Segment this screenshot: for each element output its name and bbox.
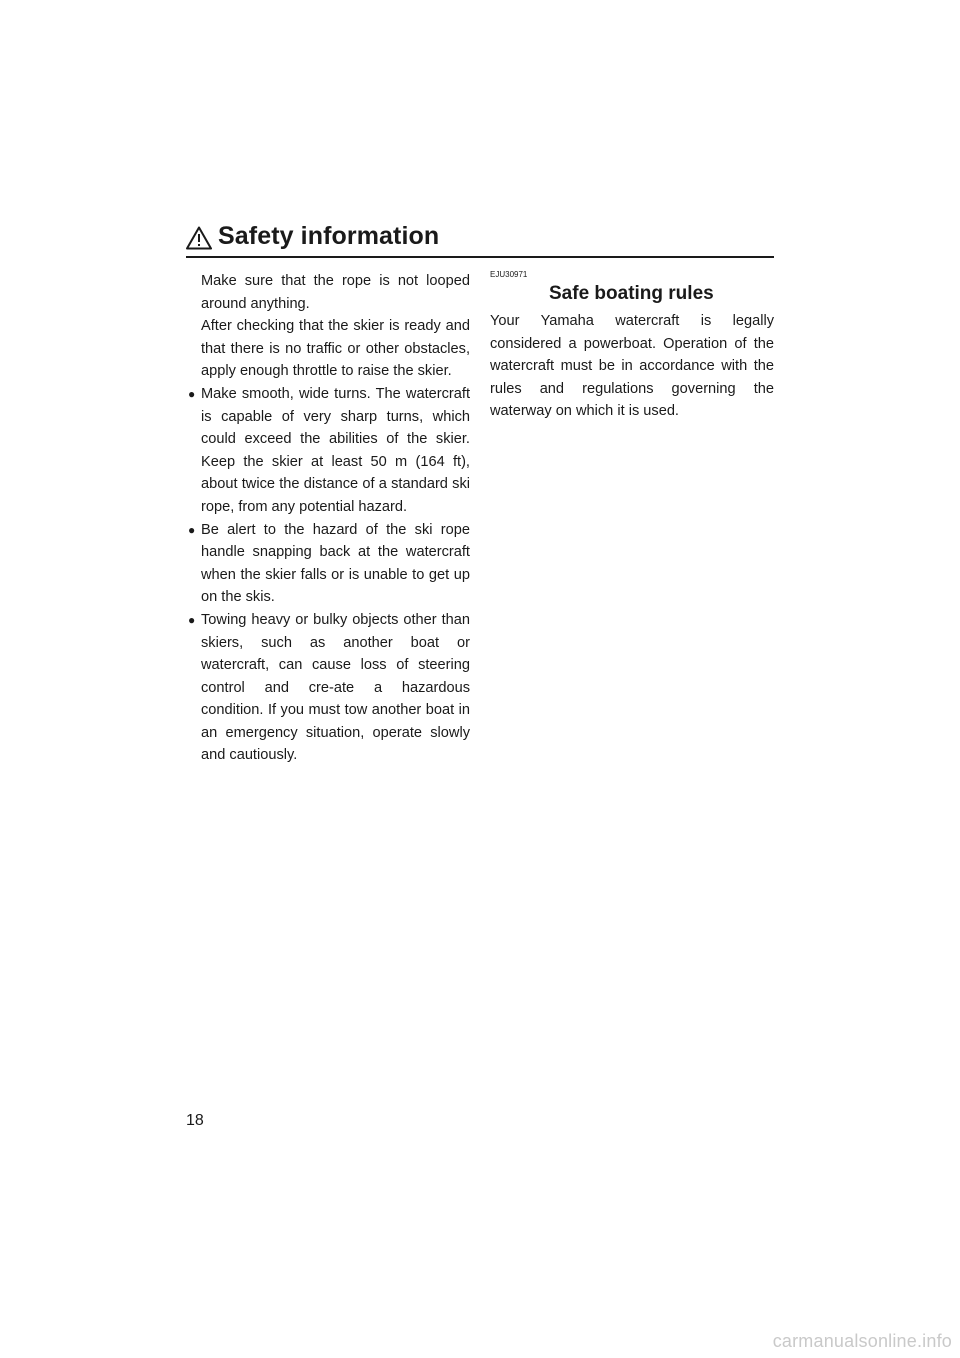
page-title: Safety information [218,222,440,250]
page-header [186,224,774,258]
continuation-paragraph: After checking that the skier is ready and that there is no traffic or other obstacles, apply enough throttle to raise the skier. [201,318,470,380]
bullet-icon: ● [188,386,196,401]
section-heading: Safe boating rules [549,283,714,304]
bullet-text: Towing heavy or bulky objects other than skiers, such as another boat or watercraft, can cause loss of steering control and cre-ate a hazardous condition. If you must tow another boat in an emergency situation, operate slowly and cautiously. [201,611,470,764]
section-code: EJU30971 [490,270,528,279]
bullet-item [186,609,470,767]
bullet-item [186,519,470,609]
bullet-icon: ● [188,612,196,627]
footer-watermark: carmanualsonline.info [772,1331,952,1351]
left-column [186,270,470,767]
page-number: 18 [186,1112,204,1129]
right-column [490,270,774,423]
bullet-icon: ● [188,522,196,537]
bullet-text: Make smooth, wide turns. The watercraft is capable of very sharp turns, which could exceed the abilities of the skier. Keep the skier at least 50 m (164 ft), about twice the distance of a standard ski rope, from any potential hazard. [201,385,470,515]
bullet-item [186,383,470,519]
section-body: Your Yamaha watercraft is legally considered a powerboat. Operation of the watercraft must be in accordance with the rules and regulations governing the waterway on which it is used. [490,313,774,420]
bullet-text: Be alert to the hazard of the ski rope handle snapping back at the watercraft when the skier falls or is unable to get up on the skis. [201,521,470,606]
continuation-paragraph: Make sure that the rope is not looped around anything. [201,273,470,312]
warning-triangle-icon [186,226,212,250]
